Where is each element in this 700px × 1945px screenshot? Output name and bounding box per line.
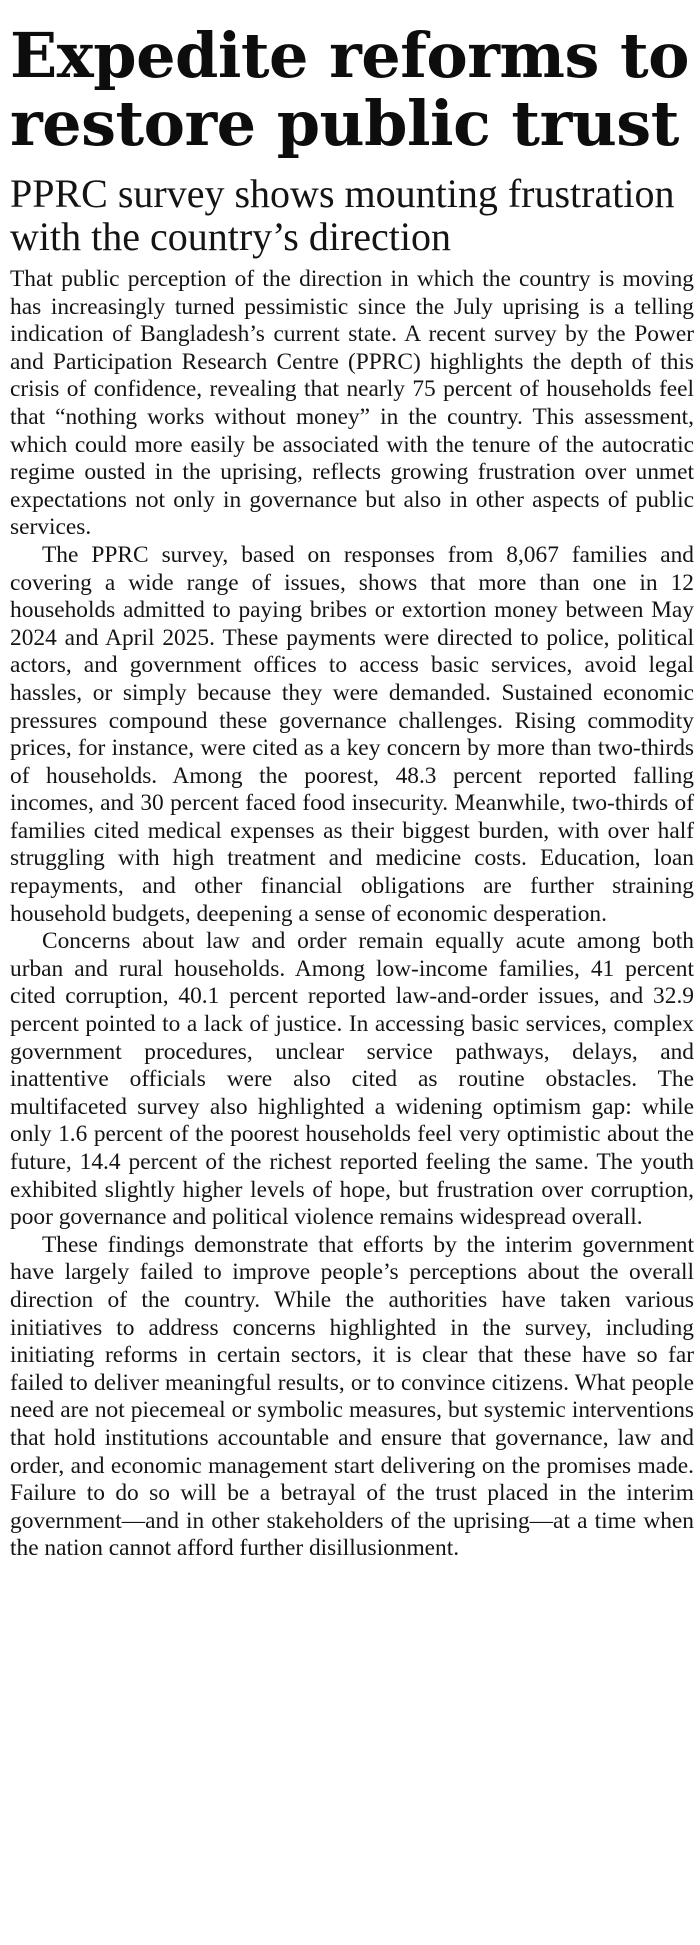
paragraph-1: That public perception of the direction in which the country is moving has increasingly turned pessimistic since the July uprising is a telling indication of Bangladesh’s current state. A recent survey by the Power and Participation Research Centre (PPRC) highlights the depth of this crisis of confidence, revealing that nearly 75 percent of households feel that “nothing works without money” in the country. This assessment, which could more easily be associated with the tenure of the autocratic regime ousted in the uprising, reflects growing frustration over unmet expectations not only in governance but also in other aspects of public services. bbox=[10, 266, 694, 541]
paragraph-4: These findings demonstrate that efforts by the interim government have largely failed to improve people’s perceptions about the overall direction of the country. While the authorities have taken various initiatives to address concerns highlighted in the survey, including initiating reforms in certain sectors, it is clear that these have so far failed to deliver meaningful results, or to convince citizens. What people need are not piecemeal or symbolic measures, but systemic interventions that hold institutions accountable and ensure that governance, law and order, and economic management start delivering on the promises made. Failure to do so will be a betrayal of the trust placed in the interim government—and in other stakeholders of the uprising—at a time when the nation cannot afford further disillusionment. bbox=[10, 1231, 694, 1562]
headline: Expedite reforms to restore public trust bbox=[10, 19, 689, 160]
paragraph-2: The PPRC survey, based on responses from 8,067 families and covering a wide range of issues, shows that more than one in 12 households admitted to paying bribes or extortion money between May 2024 and April 2025. These payments were directed to police, political actors, and government offices to access basic services, avoid legal hassles, or simply because they were demanded. Sustained economic pressures compound these governance challenges. Rising commodity prices, for instance, were cited as a key concern by more than two-thirds of households. Among the poorest, 48.3 percent reported falling incomes, and 30 percent faced food insecurity. Meanwhile, two-thirds of families cited medical expenses as their biggest burden, with over half struggling with high treatment and medicine costs. Education, loan repayments, and other financial obligations are further straining household budgets, deepening a sense of economic desperation. bbox=[10, 541, 694, 927]
subheadline: PPRC survey shows mounting frustration with the country’s direction bbox=[10, 171, 675, 259]
editorial-article bbox=[10, 19, 694, 1563]
article-body bbox=[10, 266, 694, 1563]
paragraph-3: Concerns about law and order remain equally acute among both urban and rural households. Among low-income families, 41 percent cited corruption, 40.1 percent reported law-and-order issues, and 32.9 percent pointed to a lack of justice. In accessing basic services, complex government procedures, unclear service pathways, delays, and inattentive officials were also cited as routine obstacles. The multifaceted survey also highlighted a widening optimism gap: while only 1.6 percent of the poorest households feel very optimistic about the future, 14.4 percent of the richest reported feeling the same. The youth exhibited slightly higher levels of hope, but frustration over corruption, poor governance and political violence remains widespread overall. bbox=[10, 928, 694, 1231]
